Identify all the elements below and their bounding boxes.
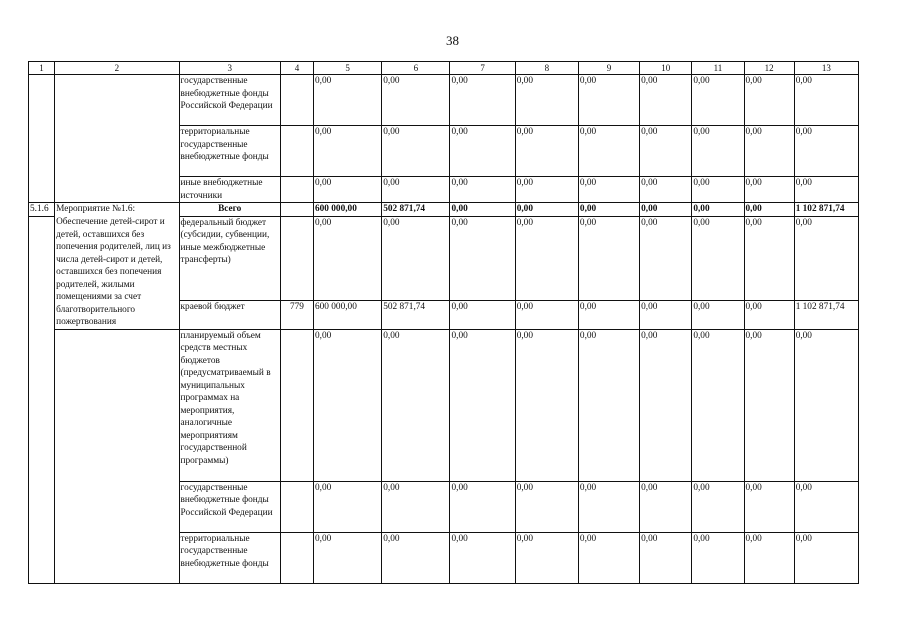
value-cell: 0,00: [578, 300, 639, 329]
value-cell: 0,00: [578, 177, 639, 203]
source-cell: территориальные государственные внебюджетные фонды: [179, 126, 280, 177]
value-cell: 600 000,00: [314, 300, 382, 329]
kbk-cell: [280, 481, 313, 532]
value-cell: 0,00: [794, 329, 858, 481]
column-number-row: [29, 62, 859, 75]
value-cell: 0,00: [794, 481, 858, 532]
value-cell: 502 871,74: [382, 203, 450, 217]
value-cell: 0,00: [515, 329, 578, 481]
value-cell: 0,00: [515, 203, 578, 217]
value-cell: 0,00: [692, 481, 744, 532]
value-cell: 0,00: [314, 177, 382, 203]
value-cell: 0,00: [640, 177, 692, 203]
code-cell: [29, 75, 55, 203]
value-cell: 0,00: [578, 532, 639, 583]
table-row: [29, 75, 859, 126]
value-cell: 0,00: [382, 532, 450, 583]
value-cell: 0,00: [692, 203, 744, 217]
value-cell: 0,00: [515, 177, 578, 203]
value-cell: 0,00: [640, 329, 692, 481]
value-cell: 0,00: [794, 75, 858, 126]
value-cell: 0,00: [640, 203, 692, 217]
value-cell: 0,00: [640, 75, 692, 126]
value-cell: 0,00: [515, 216, 578, 300]
header-cell: 7: [450, 62, 515, 75]
header-cell: 3: [179, 62, 280, 75]
value-cell: 0,00: [382, 75, 450, 126]
kbk-cell: [280, 126, 313, 177]
value-cell: 0,00: [744, 532, 794, 583]
value-cell: 0,00: [450, 481, 515, 532]
name-cell-empty: [55, 329, 179, 583]
header-cell: 12: [744, 62, 794, 75]
value-cell: 0,00: [314, 216, 382, 300]
value-cell: 0,00: [314, 75, 382, 126]
value-cell: 0,00: [314, 481, 382, 532]
kbk-cell: [280, 75, 313, 126]
table-row: [29, 329, 859, 481]
value-cell: 0,00: [692, 177, 744, 203]
value-cell: 0,00: [578, 203, 639, 217]
header-cell: 1: [29, 62, 55, 75]
value-cell: 0,00: [692, 216, 744, 300]
code-cell: [29, 216, 55, 583]
description-cell: Обеспечение детей-сирот и детей, оставшихся без попечения родителей, лиц из числа детей-сирот и детей, оставшихся без попечения родителей, жилыми помещениями за счет благотворительного пожертвования: [55, 216, 179, 329]
header-cell: 5: [314, 62, 382, 75]
kbk-cell: [280, 177, 313, 203]
value-cell: 0,00: [515, 126, 578, 177]
value-cell: 0,00: [794, 177, 858, 203]
value-cell: 0,00: [515, 75, 578, 126]
table-row-total: [29, 203, 859, 217]
value-cell: 0,00: [450, 329, 515, 481]
value-cell: 0,00: [382, 481, 450, 532]
value-cell: 0,00: [515, 532, 578, 583]
value-cell: 0,00: [450, 75, 515, 126]
header-cell: 9: [578, 62, 639, 75]
name-cell: [55, 75, 179, 203]
value-cell: 1 102 871,74: [794, 203, 858, 217]
value-cell: 0,00: [450, 532, 515, 583]
budget-table: [28, 61, 859, 584]
source-cell: иные внебюджетные источники: [179, 177, 280, 203]
value-cell: 0,00: [744, 300, 794, 329]
value-cell: 0,00: [382, 216, 450, 300]
source-cell: государственные внебюджетные фонды Российской Федерации: [179, 481, 280, 532]
value-cell: 1 102 871,74: [794, 300, 858, 329]
value-cell: 0,00: [578, 329, 639, 481]
value-cell: 0,00: [578, 216, 639, 300]
value-cell: 0,00: [744, 126, 794, 177]
value-cell: 0,00: [744, 329, 794, 481]
value-cell: 0,00: [640, 300, 692, 329]
value-cell: 0,00: [692, 329, 744, 481]
value-cell: 0,00: [578, 75, 639, 126]
value-cell: 0,00: [314, 532, 382, 583]
header-cell: 4: [280, 62, 313, 75]
value-cell: 0,00: [692, 126, 744, 177]
value-cell: 0,00: [450, 203, 515, 217]
value-cell: 0,00: [382, 177, 450, 203]
value-cell: 0,00: [794, 126, 858, 177]
source-cell: Всего: [179, 203, 280, 217]
value-cell: 0,00: [744, 481, 794, 532]
value-cell: 0,00: [794, 216, 858, 300]
value-cell: 0,00: [515, 481, 578, 532]
value-cell: 0,00: [744, 75, 794, 126]
value-cell: 0,00: [314, 329, 382, 481]
kbk-cell: [280, 216, 313, 300]
kbk-cell: [280, 532, 313, 583]
source-cell: федеральный бюджет (субсидии, субвенции, иные межбюджетные трансферты): [179, 216, 280, 300]
page-number: 38: [446, 33, 459, 48]
value-cell: 0,00: [640, 532, 692, 583]
value-cell: 0,00: [382, 126, 450, 177]
value-cell: 0,00: [794, 532, 858, 583]
value-cell: 0,00: [692, 75, 744, 126]
header-cell: 6: [382, 62, 450, 75]
code-cell: 5.1.6: [29, 203, 55, 217]
header-cell: 13: [794, 62, 858, 75]
value-cell: 0,00: [450, 216, 515, 300]
kbk-cell: [280, 329, 313, 481]
value-cell: 0,00: [692, 300, 744, 329]
value-cell: 0,00: [744, 203, 794, 217]
kbk-cell: [280, 203, 313, 217]
value-cell: 0,00: [515, 300, 578, 329]
header-cell: 11: [692, 62, 744, 75]
table-row: [29, 216, 859, 300]
value-cell: 0,00: [314, 126, 382, 177]
header-cell: 2: [55, 62, 179, 75]
value-cell: 0,00: [640, 216, 692, 300]
value-cell: 0,00: [640, 126, 692, 177]
value-cell: 0,00: [450, 177, 515, 203]
kbk-cell: 779: [280, 300, 313, 329]
value-cell: 0,00: [578, 126, 639, 177]
value-cell: 0,00: [450, 126, 515, 177]
source-cell: краевой бюджет: [179, 300, 280, 329]
value-cell: 0,00: [744, 177, 794, 203]
value-cell: 0,00: [692, 532, 744, 583]
name-cell: Мероприятие №1.6:: [55, 203, 179, 217]
value-cell: 0,00: [382, 329, 450, 481]
header-cell: 8: [515, 62, 578, 75]
value-cell: 600 000,00: [314, 203, 382, 217]
value-cell: 0,00: [450, 300, 515, 329]
value-cell: 502 871,74: [382, 300, 450, 329]
value-cell: 0,00: [578, 481, 639, 532]
source-cell: территориальные государственные внебюджетные фонды: [179, 532, 280, 583]
header-cell: 10: [640, 62, 692, 75]
source-cell: планируемый объем средств местных бюджетов (предусматриваемый в муниципальных программах на мероприятия, аналогичные мероприятиям государственной программы): [179, 329, 280, 481]
source-cell: государственные внебюджетные фонды Российской Федерации: [179, 75, 280, 126]
value-cell: 0,00: [640, 481, 692, 532]
value-cell: 0,00: [744, 216, 794, 300]
